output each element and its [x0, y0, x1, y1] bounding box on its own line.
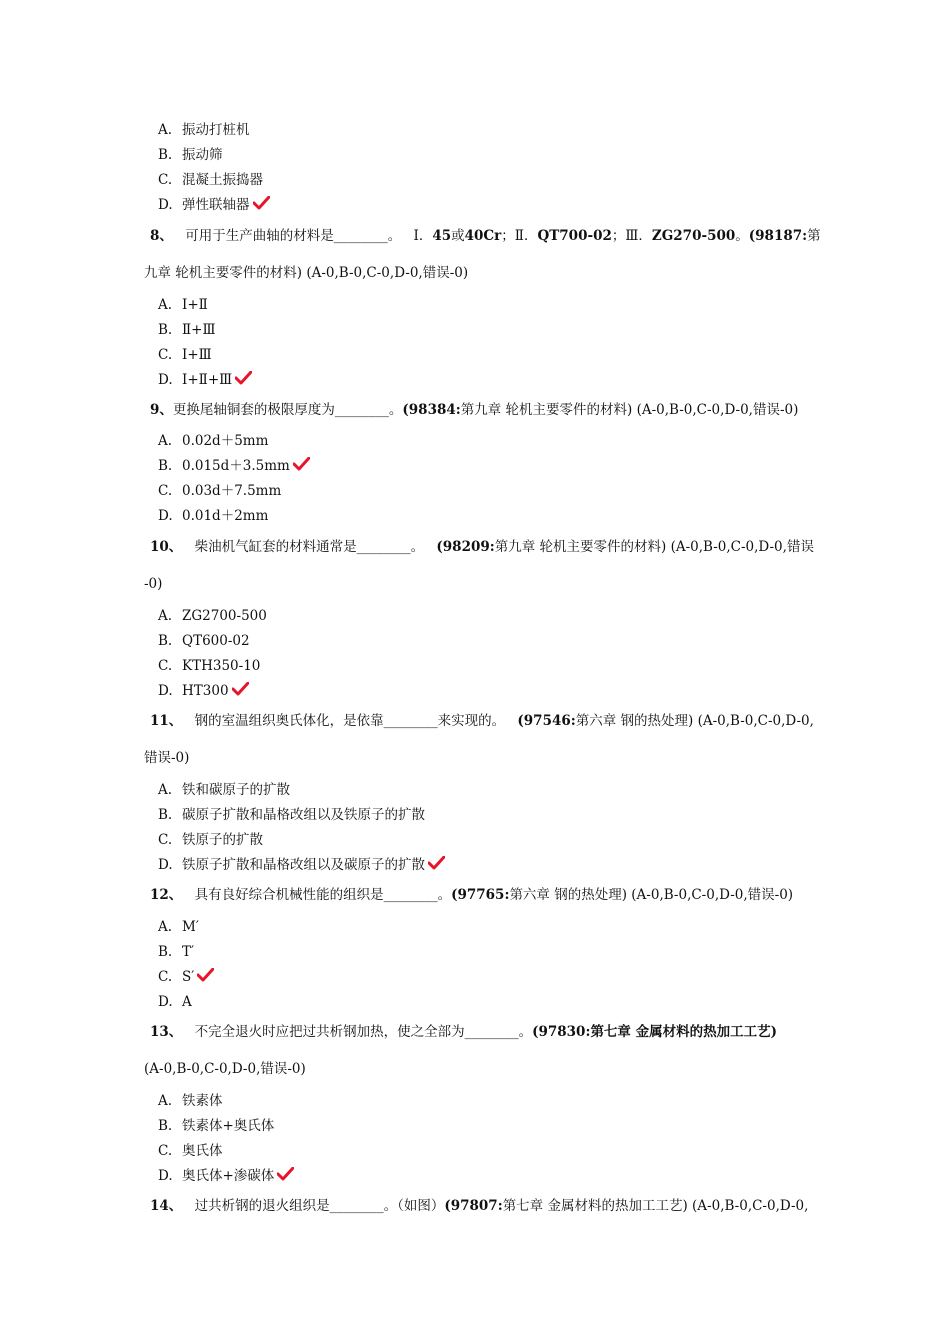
option-text: M′ [182, 919, 199, 935]
question-12-stem: 12、 具有良好综合机械性能的组织是________。(97765:第六章 钢的热处理) (A-0,B-0,C-0,D-0,错误-0) [150, 887, 794, 903]
option-b [158, 321, 216, 339]
option-text: KTH350-10 [182, 658, 261, 674]
option-letter: A. [158, 919, 173, 935]
option-text: 铁和碳原子的扩散 [182, 782, 290, 798]
check-mark-icon [253, 196, 270, 211]
option-b [158, 806, 425, 824]
option-text: 混凝土振捣器 [182, 172, 263, 188]
question-14-stem: 14、 过共析钢的退火组织是________。（如图）(97807:第七章 金属材料的热加工工艺) (A-0,B-0,C-0,D-0, [150, 1198, 809, 1214]
check-mark-icon [277, 1167, 294, 1182]
option-b [158, 632, 250, 650]
option-letter: A. [158, 297, 173, 313]
option-c [158, 968, 214, 986]
option-letter: B. [158, 633, 173, 649]
option-letter: C. [158, 1143, 173, 1159]
option-text: 0.02d＋5mm [182, 433, 269, 449]
option-text: Ⅰ+Ⅲ [182, 347, 212, 363]
option-text: 0.015d＋3.5mm [182, 458, 290, 474]
option-text: 振动筛 [182, 147, 223, 163]
option-text: Ⅰ+Ⅱ [182, 297, 208, 313]
option-text: 0.01d＋2mm [182, 508, 269, 524]
question-9-stem: 9、更换尾轴铜套的极限厚度为________。(98384:第九章 轮机主要零件的材料) (A-0,B-0,C-0,D-0,错误-0) [150, 402, 799, 418]
option-letter: D. [158, 857, 173, 873]
option-letter: C. [158, 658, 173, 674]
check-mark-icon [232, 682, 249, 697]
question-13-stem: 13、 不完全退火时应把过共析钢加热，使之全部为________。(97830:第七章 金属材料的热加工工艺) [150, 1024, 778, 1040]
question-10-stem-cont: -0) [144, 576, 163, 592]
option-c [158, 346, 212, 364]
option-letter: C. [158, 347, 173, 363]
option-d [158, 196, 270, 214]
option-letter: B. [158, 458, 173, 474]
option-a [158, 781, 290, 799]
option-d [158, 507, 268, 525]
question-10-stem: 10、 柴油机气缸套的材料通常是________。 (98209:第九章 轮机主要零件的材料) (A-0,B-0,C-0,D-0,错误 [150, 539, 814, 555]
option-a [158, 607, 267, 625]
option-c [158, 831, 263, 849]
option-text: 弹性联轴器 [182, 197, 250, 213]
option-text: A [182, 994, 192, 1010]
option-d [158, 682, 249, 700]
option-text: S′ [182, 969, 195, 985]
option-text: QT600-02 [182, 633, 250, 649]
option-d [158, 856, 445, 874]
option-letter: D. [158, 1168, 173, 1184]
option-text: 铁素体+奥氏体 [182, 1118, 275, 1134]
option-c [158, 171, 263, 189]
option-d [158, 371, 252, 389]
option-letter: A. [158, 782, 173, 798]
option-b [158, 146, 223, 164]
option-text: 铁原子扩散和晶格改组以及碳原子的扩散 [182, 857, 425, 873]
option-a [158, 432, 268, 450]
option-letter: C. [158, 969, 173, 985]
option-b [158, 1117, 274, 1135]
option-letter: C. [158, 172, 173, 188]
option-letter: B. [158, 944, 173, 960]
question-11-stem-cont: 错误-0) [144, 750, 190, 766]
option-letter: D. [158, 994, 173, 1010]
option-text: 奥氏体+渗碳体 [182, 1168, 275, 1184]
option-a [158, 918, 199, 936]
option-letter: D. [158, 683, 173, 699]
question-11-stem: 11、 钢的室温组织奥氏体化，是依靠________来实现的。 (97546:第六章 钢的热处理) (A-0,B-0,C-0,D-0, [150, 713, 814, 729]
question-13-stem-cont: (A-0,B-0,C-0,D-0,错误-0) [144, 1061, 306, 1077]
option-a [158, 121, 250, 139]
option-text: Ⅱ+Ⅲ [182, 322, 216, 338]
option-c [158, 482, 281, 500]
option-text: 奥氏体 [182, 1143, 223, 1159]
check-mark-icon [293, 457, 310, 472]
option-text: 铁原子的扩散 [182, 832, 263, 848]
option-letter: A. [158, 433, 173, 449]
question-8-stem-cont: 九章 轮机主要零件的材料) (A-0,B-0,C-0,D-0,错误-0) [144, 265, 469, 281]
option-b [158, 943, 194, 961]
check-mark-icon [197, 968, 214, 983]
option-text: 铁素体 [182, 1093, 223, 1109]
question-8-stem: 8、 可用于生产曲轴的材料是________。 Ⅰ．45或40Cr；Ⅱ．QT700-02；Ⅲ．ZG270-500。(98187:第 [150, 228, 821, 244]
option-letter: D. [158, 197, 173, 213]
option-c [158, 657, 260, 675]
option-text: 碳原子扩散和晶格改组以及铁原子的扩散 [182, 807, 425, 823]
option-letter: D. [158, 372, 173, 388]
option-d [158, 993, 192, 1011]
option-b [158, 457, 310, 475]
option-letter: B. [158, 1118, 173, 1134]
option-letter: A. [158, 608, 173, 624]
option-letter: B. [158, 147, 173, 163]
option-d [158, 1167, 294, 1185]
option-text: 0.03d＋7.5mm [182, 483, 282, 499]
option-text: HT300 [182, 683, 229, 699]
option-text: T′ [182, 944, 195, 960]
option-letter: D. [158, 508, 173, 524]
option-c [158, 1142, 223, 1160]
option-letter: A. [158, 1093, 173, 1109]
check-mark-icon [428, 856, 445, 871]
option-text: Ⅰ+Ⅱ+Ⅲ [182, 372, 233, 388]
option-a [158, 1092, 223, 1110]
option-letter: C. [158, 832, 173, 848]
option-letter: B. [158, 807, 173, 823]
option-text: 振动打桩机 [182, 122, 250, 138]
option-letter: B. [158, 322, 173, 338]
option-letter: C. [158, 483, 173, 499]
option-text: ZG2700-500 [182, 608, 267, 624]
option-a [158, 296, 208, 314]
option-letter: A. [158, 122, 173, 138]
check-mark-icon [235, 371, 252, 386]
